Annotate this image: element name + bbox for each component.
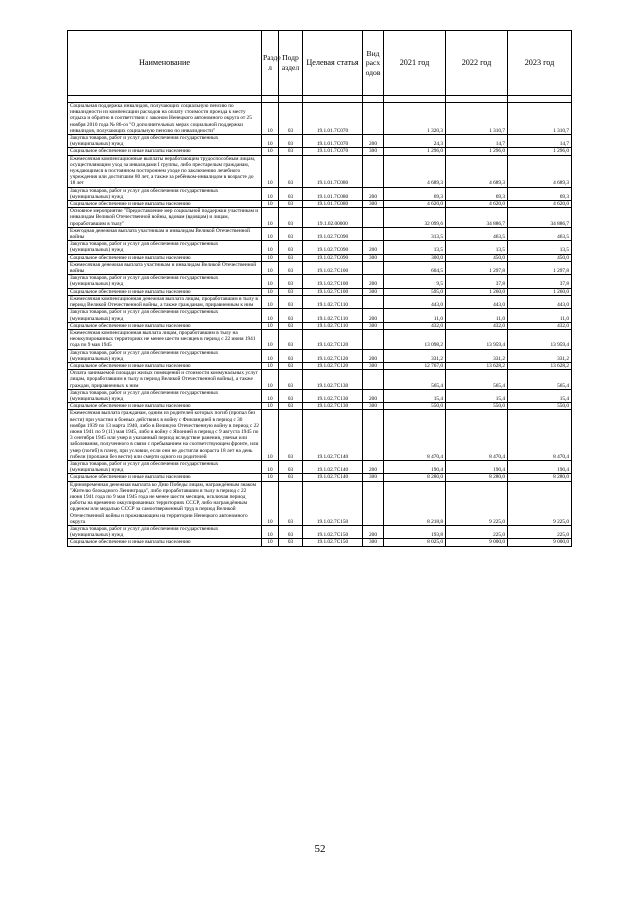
cell-subsection: 03 (279, 370, 303, 390)
cell-2022: 443,0 (446, 295, 508, 308)
cell-section: 10 (262, 322, 279, 329)
cell-expense-type: 200 (363, 275, 384, 288)
cell-target: 19.1.01.7С080 (303, 187, 363, 200)
cell-2022: 190,4 (446, 460, 508, 473)
cell-section: 10 (262, 187, 279, 200)
cell-expense-type: 200 (363, 460, 384, 473)
cell-2022: 1 310,7 (446, 103, 508, 135)
cell-subsection: 03 (279, 474, 303, 481)
cell-expense-type (363, 227, 384, 240)
table-row (68, 155, 572, 187)
table-row (68, 103, 572, 135)
table-row (68, 474, 572, 481)
cell-name: Социальное обеспечение и иные выплаты населению (68, 362, 262, 369)
cell-2022: 9 000,0 (446, 539, 508, 546)
cell-2021: 300,0 (384, 254, 446, 261)
cell-2022: 432,0 (446, 322, 508, 329)
cell-target: 19.1.02.00000 (303, 208, 363, 228)
cell-subsection: 03 (279, 403, 303, 410)
table-gap-row (68, 96, 572, 103)
cell-2023: 8 280,0 (508, 474, 572, 481)
cell-name: Закупка товаров, работ и услуг для обеспечения государственных (муниципальных) нужд (68, 460, 262, 473)
cell-name: Социальное обеспечение и иные выплаты населению (68, 474, 262, 481)
cell-expense-type (363, 295, 384, 308)
cell-name: Закупка товаров, работ и услуг для обеспечения государственных (муниципальных) нужд (68, 275, 262, 288)
cell-subsection: 03 (279, 362, 303, 369)
cell-2023: 450,0 (508, 254, 572, 261)
table-row (68, 410, 572, 461)
cell-name: Ежемесячная компенсационная выплата лицам, проработавшим в тылу на неоккупированных территориях не менее шести месяцев в период с 22 июня 1941 года по 9 мая 1945 (68, 329, 262, 349)
cell-expense-type: 200 (363, 241, 384, 254)
cell-target: 19.1.02.7С110 (303, 322, 363, 329)
cell-2022: 8 280,0 (446, 474, 508, 481)
cell-target: 19.1.02.7С150 (303, 526, 363, 539)
cell-2023: 9 000,0 (508, 539, 572, 546)
cell-expense-type: 200 (363, 389, 384, 402)
cell-2022: 11,0 (446, 309, 508, 322)
cell-2021: 595,0 (384, 288, 446, 295)
cell-2021: 1 296,0 (384, 148, 446, 155)
cell-2022: 14,7 (446, 135, 508, 148)
cell-2021: 12 767,0 (384, 362, 446, 369)
cell-2022: 225,0 (446, 526, 508, 539)
cell-section: 10 (262, 389, 279, 402)
cell-2021: 550,0 (384, 403, 446, 410)
cell-expense-type (363, 370, 384, 390)
cell-section: 10 (262, 362, 279, 369)
cell-section: 10 (262, 539, 279, 546)
table-row (68, 275, 572, 288)
cell-2021: 1 320,3 (384, 103, 446, 135)
cell-2023: 14,7 (508, 135, 572, 148)
cell-name: Единовременная денежная выплата ко Дню Победы лицам, награждённым знаком "Жителю блокадного Ленинграда", либо проработавшим в тылу в период с 22 июня 1941 года по 9 мая 1945 года не менее шести месяцев, исключая период работы на временно оккупированных территориях СССР, либо награждённым орденом или медалью СССР за самоотверженный труд в период Великой Отечественной войны и проживающим на территории Ненецкого автономного округа (68, 481, 262, 525)
cell-subsection: 03 (279, 275, 303, 288)
cell-expense-type: 200 (363, 309, 384, 322)
cell-name: Закупка товаров, работ и услуг для обеспечения государственных (муниципальных) нужд (68, 241, 262, 254)
table-header-row (68, 31, 572, 96)
cell-expense-type (363, 208, 384, 228)
cell-expense-type: 300 (363, 148, 384, 155)
cell-subsection: 03 (279, 254, 303, 261)
cell-target: 19.1.02.7С100 (303, 261, 363, 274)
table-row (68, 309, 572, 322)
cell-subsection: 03 (279, 322, 303, 329)
cell-2022: 13,5 (446, 241, 508, 254)
table-row (68, 295, 572, 308)
cell-subsection: 03 (279, 103, 303, 135)
budget-table (67, 30, 572, 547)
cell-2023: 15,4 (508, 389, 572, 402)
table-row (68, 322, 572, 329)
cell-2023: 9 225,0 (508, 481, 572, 525)
cell-name: Закупка товаров, работ и услуг для обеспечения государственных (муниципальных) нужд (68, 389, 262, 402)
cell-target: 19.1.02.7С120 (303, 329, 363, 349)
cell-2021: 69,3 (384, 187, 446, 200)
cell-2021: 193,8 (384, 526, 446, 539)
cell-section: 10 (262, 349, 279, 362)
cell-2023: 443,0 (508, 295, 572, 308)
cell-subsection: 03 (279, 288, 303, 295)
cell-section: 10 (262, 481, 279, 525)
header-name: Наименование (68, 31, 262, 96)
cell-target: 19.1.01.7С080 (303, 201, 363, 208)
cell-name: Социальное обеспечение и иные выплаты населению (68, 148, 262, 155)
cell-section: 10 (262, 370, 279, 390)
cell-subsection: 03 (279, 460, 303, 473)
table-row (68, 460, 572, 473)
cell-subsection: 03 (279, 135, 303, 148)
cell-name: Ежегодная денежная выплата участникам и инвалидам Великой Отечественной войны (68, 227, 262, 240)
cell-2021: 604,5 (384, 261, 446, 274)
cell-2022: 13 628,2 (446, 362, 508, 369)
cell-target: 19.1.01.7С070 (303, 135, 363, 148)
cell-target: 19.1.01.7С070 (303, 103, 363, 135)
table-row (68, 241, 572, 254)
cell-2021: 313,5 (384, 227, 446, 240)
cell-2021: 13,5 (384, 241, 446, 254)
cell-subsection: 03 (279, 155, 303, 187)
cell-2022: 550,0 (446, 403, 508, 410)
table-row (68, 261, 572, 274)
table-row (68, 254, 572, 261)
cell-name: Закупка товаров, работ и услуг для обеспечения государственных (муниципальных) нужд (68, 187, 262, 200)
cell-subsection: 03 (279, 261, 303, 274)
cell-2023: 432,0 (508, 322, 572, 329)
cell-target: 19.1.02.7С130 (303, 403, 363, 410)
cell-subsection: 03 (279, 201, 303, 208)
cell-target: 19.1.02.7С140 (303, 460, 363, 473)
cell-subsection: 03 (279, 295, 303, 308)
cell-section: 10 (262, 474, 279, 481)
header-subsection: Подр аздел (279, 31, 303, 96)
cell-name: Закупка товаров, работ и услуг для обеспечения государственных (муниципальных) нужд (68, 135, 262, 148)
cell-2021: 8 218,8 (384, 481, 446, 525)
cell-2021: 8 280,0 (384, 474, 446, 481)
table-row (68, 370, 572, 390)
header-target: Целевая статья (303, 31, 363, 96)
cell-2022: 1 260,0 (446, 288, 508, 295)
cell-2021: 4 689,3 (384, 155, 446, 187)
cell-2023: 13,5 (508, 241, 572, 254)
cell-expense-type (363, 155, 384, 187)
header-section: Разде л (262, 31, 279, 96)
cell-expense-type (363, 261, 384, 274)
cell-name: Социальное обеспечение и иные выплаты населению (68, 403, 262, 410)
cell-target: 19.1.02.7С120 (303, 362, 363, 369)
cell-subsection: 03 (279, 227, 303, 240)
cell-2021: 443,0 (384, 295, 446, 308)
cell-2021: 11,0 (384, 309, 446, 322)
table-row (68, 201, 572, 208)
cell-2023: 8 470,4 (508, 410, 572, 461)
cell-section: 10 (262, 410, 279, 461)
cell-2023: 34 886,7 (508, 208, 572, 228)
cell-subsection: 03 (279, 410, 303, 461)
cell-name: Ежемесячная компенсационная денежная выплата лицам, проработавшим в тылу в период Великой Отечественной войны, а также гражданам, приравненным к ним (68, 295, 262, 308)
cell-2022: 15,4 (446, 389, 508, 402)
cell-expense-type: 300 (363, 322, 384, 329)
cell-2022: 9 225,0 (446, 481, 508, 525)
cell-2021: 190,4 (384, 460, 446, 473)
cell-expense-type: 300 (363, 288, 384, 295)
cell-name: Социальное обеспечение и иные выплаты населению (68, 322, 262, 329)
cell-name: Социальное обеспечение и иные выплаты населению (68, 288, 262, 295)
cell-2021: 565,4 (384, 370, 446, 390)
cell-target: 19.1.02.7С110 (303, 295, 363, 308)
cell-subsection: 03 (279, 309, 303, 322)
table-row (68, 481, 572, 525)
cell-name: Закупка товаров, работ и услуг для обеспечения государственных (муниципальных) нужд (68, 349, 262, 362)
cell-2022: 1 297,8 (446, 261, 508, 274)
cell-expense-type (363, 103, 384, 135)
cell-2021: 15,4 (384, 389, 446, 402)
cell-2021: 8 470,4 (384, 410, 446, 461)
cell-section: 10 (262, 241, 279, 254)
cell-target: 19.1.02.7С130 (303, 389, 363, 402)
cell-section: 10 (262, 403, 279, 410)
cell-target: 19.1.02.7С140 (303, 474, 363, 481)
cell-2022: 34 886,7 (446, 208, 508, 228)
cell-section: 10 (262, 201, 279, 208)
table-row (68, 329, 572, 349)
cell-section: 10 (262, 208, 279, 228)
cell-2023: 69,3 (508, 187, 572, 200)
cell-2022: 69,3 (446, 187, 508, 200)
cell-section: 10 (262, 254, 279, 261)
table-row (68, 526, 572, 539)
cell-2023: 11,0 (508, 309, 572, 322)
cell-section: 10 (262, 155, 279, 187)
cell-section: 10 (262, 135, 279, 148)
table-row (68, 389, 572, 402)
cell-section: 10 (262, 103, 279, 135)
cell-2021: 24,3 (384, 135, 446, 148)
cell-2023: 225,0 (508, 526, 572, 539)
header-2022: 2022 год (446, 31, 508, 96)
cell-target: 19.1.02.7С130 (303, 370, 363, 390)
cell-expense-type (363, 481, 384, 525)
cell-2021: 9,5 (384, 275, 446, 288)
cell-subsection: 03 (279, 349, 303, 362)
cell-target: 19.1.02.7С150 (303, 481, 363, 525)
table-row (68, 148, 572, 155)
cell-section: 10 (262, 288, 279, 295)
cell-expense-type (363, 329, 384, 349)
cell-name: Ежемесячная компенсационные выплаты неработающим трудоспособным лицам, осуществляющим уход за инвалидами I группы, либо престарелым гражданам, нуждающимся в постоянном постороннем уходе по заключению лечебного учреждения или достигшим 80 лет, а также за ребёнком-инвалидом в возрасте до 18 лет (68, 155, 262, 187)
cell-2023: 331,2 (508, 349, 572, 362)
table-row (68, 539, 572, 546)
cell-2022: 331,2 (446, 349, 508, 362)
table-row (68, 227, 572, 240)
cell-2022: 8 470,4 (446, 410, 508, 461)
cell-expense-type: 200 (363, 135, 384, 148)
cell-section: 10 (262, 148, 279, 155)
cell-expense-type: 200 (363, 187, 384, 200)
cell-2023: 13 628,2 (508, 362, 572, 369)
cell-subsection: 03 (279, 539, 303, 546)
cell-section: 10 (262, 309, 279, 322)
cell-2023: 1 310,7 (508, 103, 572, 135)
cell-name: Ежемесячная денежная выплата участникам и инвалидам Великой Отечественной войны (68, 261, 262, 274)
cell-2023: 1 297,8 (508, 261, 572, 274)
cell-name: Оплата занимаемой площади жилых помещений и стоимости коммунальных услуг лицам, проработавшим в тылу в период Великой Отечественной войны), а также граждан, приравненных к ним (68, 370, 262, 390)
header-2023: 2023 год (508, 31, 572, 96)
table-row (68, 349, 572, 362)
cell-section: 10 (262, 295, 279, 308)
cell-2021: 32 099,6 (384, 208, 446, 228)
cell-name: Социальное обеспечение и иные выплаты населению (68, 254, 262, 261)
cell-target: 19.1.02.7С120 (303, 349, 363, 362)
cell-subsection: 03 (279, 526, 303, 539)
cell-section: 10 (262, 329, 279, 349)
cell-2023: 1 296,0 (508, 148, 572, 155)
cell-target: 19.1.02.7С100 (303, 275, 363, 288)
cell-subsection: 03 (279, 389, 303, 402)
cell-name: Основное мероприятие "Предоставление мер социальной поддержки участникам и инвалидам Великой Отечественной войны, вдовам (вдовцам) и лицам, проработавшим в тылу" (68, 208, 262, 228)
budget-table-sheet (67, 30, 571, 547)
cell-section: 10 (262, 460, 279, 473)
cell-expense-type: 200 (363, 526, 384, 539)
cell-2021: 432,0 (384, 322, 446, 329)
cell-section: 10 (262, 275, 279, 288)
cell-target: 19.1.02.7С090 (303, 241, 363, 254)
cell-subsection: 03 (279, 481, 303, 525)
cell-2021: 4 620,0 (384, 201, 446, 208)
header-2021: 2021 год (384, 31, 446, 96)
cell-expense-type: 300 (363, 201, 384, 208)
cell-target: 19.1.02.7С140 (303, 410, 363, 461)
cell-name: Ежемесячная выплата гражданам, одним из родителей которых погиб (пропал без вести) при участии в боевых действиях в войну с Финляндией в период с 30 ноября 1939 по 13 марта 1940, либо в Великую Отечественную войну в период с 22 июня 1941 по 9 (11) мая 1945, либо в войну с Японией в период с 9 августа 1945 по 3 сентября 1945 или умер в указанный период вследствие ранения, увечья или заболевания, полученного в связи с пребыванием на соответствующем фронте, или умер (погиб) в плену, при условии, если они не достигли возраста 18 лет на день гибели (пропажи без вести) или смерти одного из родителей (68, 410, 262, 461)
header-expense-type: Вид расх одов (363, 31, 384, 96)
cell-2023: 4 689,3 (508, 155, 572, 187)
cell-2022: 13 959,4 (446, 329, 508, 349)
cell-2021: 13 098,2 (384, 329, 446, 349)
cell-name: Социальное обеспечение и иные выплаты населению (68, 539, 262, 546)
table-row (68, 187, 572, 200)
cell-2022: 463,5 (446, 227, 508, 240)
cell-section: 10 (262, 526, 279, 539)
cell-2023: 565,4 (508, 370, 572, 390)
table-row (68, 362, 572, 369)
cell-2022: 37,8 (446, 275, 508, 288)
cell-target: 19.1.01.7С080 (303, 155, 363, 187)
cell-2022: 450,0 (446, 254, 508, 261)
table-row (68, 135, 572, 148)
cell-section: 10 (262, 261, 279, 274)
cell-expense-type: 200 (363, 349, 384, 362)
cell-2023: 550,0 (508, 403, 572, 410)
cell-2022: 1 296,0 (446, 148, 508, 155)
cell-2021: 8 025,0 (384, 539, 446, 546)
cell-name: Социальное обеспечение и иные выплаты населению (68, 201, 262, 208)
cell-2023: 37,8 (508, 275, 572, 288)
cell-expense-type: 300 (363, 403, 384, 410)
cell-target: 19.1.02.7С090 (303, 227, 363, 240)
cell-target: 19.1.01.7С070 (303, 148, 363, 155)
cell-subsection: 03 (279, 241, 303, 254)
cell-target: 19.1.02.7С090 (303, 254, 363, 261)
table-row (68, 403, 572, 410)
cell-name: Социальная поддержка инвалидов, получающих социальную пенсию по инвалидности из компенсации расходов на оплату стоимости проезда к месту отдыха и обратно в соответствии с законом Ненецкого автономного округа от 25 ноября 2010 года № 86-оз "О дополнительных мерах социальной поддержки инвалидов, получающих социальную пенсию по инвалидности" (68, 103, 262, 135)
cell-2022: 4 689,3 (446, 155, 508, 187)
cell-subsection: 03 (279, 329, 303, 349)
cell-2023: 1 260,0 (508, 288, 572, 295)
cell-name: Закупка товаров, работ и услуг для обеспечения государственных (муниципальных) нужд (68, 309, 262, 322)
cell-section: 10 (262, 227, 279, 240)
cell-2022: 565,4 (446, 370, 508, 390)
table-row (68, 288, 572, 295)
cell-expense-type: 300 (363, 539, 384, 546)
cell-expense-type: 300 (363, 474, 384, 481)
cell-subsection: 03 (279, 187, 303, 200)
cell-target: 19.1.02.7С110 (303, 309, 363, 322)
cell-expense-type (363, 410, 384, 461)
cell-target: 19.1.02.7С150 (303, 539, 363, 546)
cell-2021: 331,2 (384, 349, 446, 362)
cell-2023: 13 959,4 (508, 329, 572, 349)
cell-2023: 190,4 (508, 460, 572, 473)
cell-target: 19.1.02.7С100 (303, 288, 363, 295)
page-number: 52 (314, 843, 326, 855)
table-body (68, 96, 572, 547)
cell-expense-type: 300 (363, 254, 384, 261)
table-row (68, 208, 572, 228)
cell-subsection: 03 (279, 208, 303, 228)
cell-expense-type: 300 (363, 362, 384, 369)
cell-subsection: 03 (279, 148, 303, 155)
cell-2023: 463,5 (508, 227, 572, 240)
cell-2023: 4 620,0 (508, 201, 572, 208)
cell-2022: 4 620,0 (446, 201, 508, 208)
cell-name: Закупка товаров, работ и услуг для обеспечения государственных (муниципальных) нужд (68, 526, 262, 539)
